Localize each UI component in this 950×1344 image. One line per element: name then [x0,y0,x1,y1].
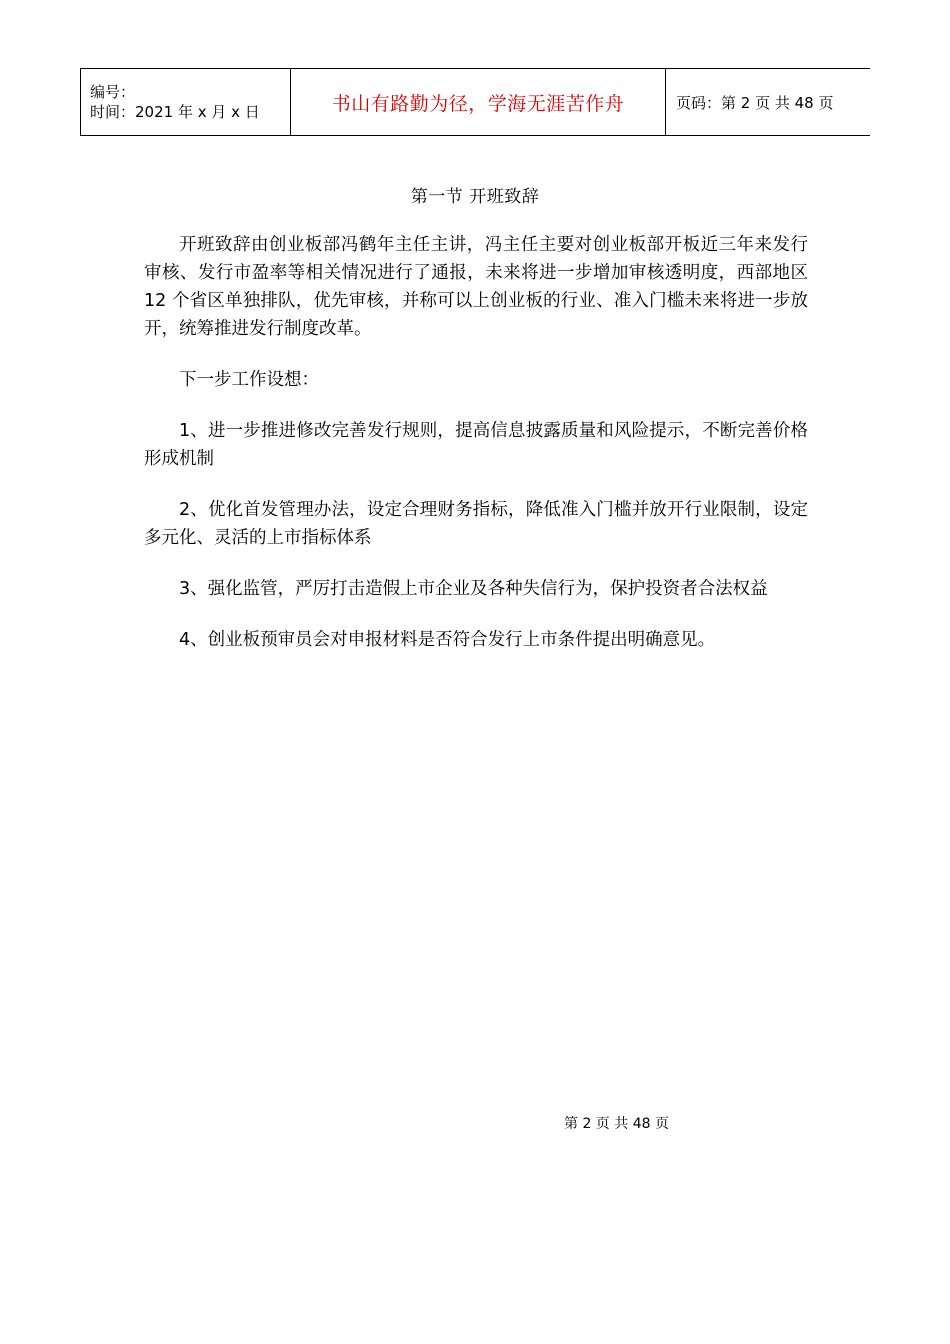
paragraph-item-3: 3、强化监管，严厉打击造假上市企业及各种失信行为，保护投资者合法权益 [179,579,768,599]
paragraph-item-2: 2、优化首发管理办法，设定合理财务指标，降低准入门槛并放开行业限制，设定多元化、灵活的上市指标体系 [144,500,808,548]
document-body [144,231,808,677]
section-title: 第一节 开班致辞 [410,187,540,207]
page-footer: 第 2 页 共 48 页 [564,1116,669,1132]
header-meta-cell [81,69,291,136]
paragraph-item-4: 4、创业板预审员会对申报材料是否符合发行上市条件提出明确意见。 [179,630,716,650]
paragraph-item-1: 1、进一步推进修改完善发行规则，提高信息披露质量和风险提示，不断完善价格形成机制 [144,421,808,469]
header-motto: 书山有路勤为径，学海无涯苦作舟 [291,69,666,136]
document-number-label: 编号： [90,83,136,101]
header-page-info: 页码：第 2 页 共 48 页 [666,69,871,136]
document-header [80,68,870,136]
paragraph-intro: 开班致辞由创业板部冯鹤年主任主讲，冯主任主要对创业板部开板近三年来发行审核、发行市盈率等相关情况进行了通报，未来将进一步增加审核透明度，西部地区 12 个省区单独排队，优先审核，并称可以上创业板的行业、准入门槛未来将进一步放开，统筹推进发行制度改革。 [144,235,808,339]
paragraph-next-steps-heading: 下一步工作设想： [179,370,319,390]
document-time-label: 时间：2021 年 x 月 x 日 [90,103,260,121]
